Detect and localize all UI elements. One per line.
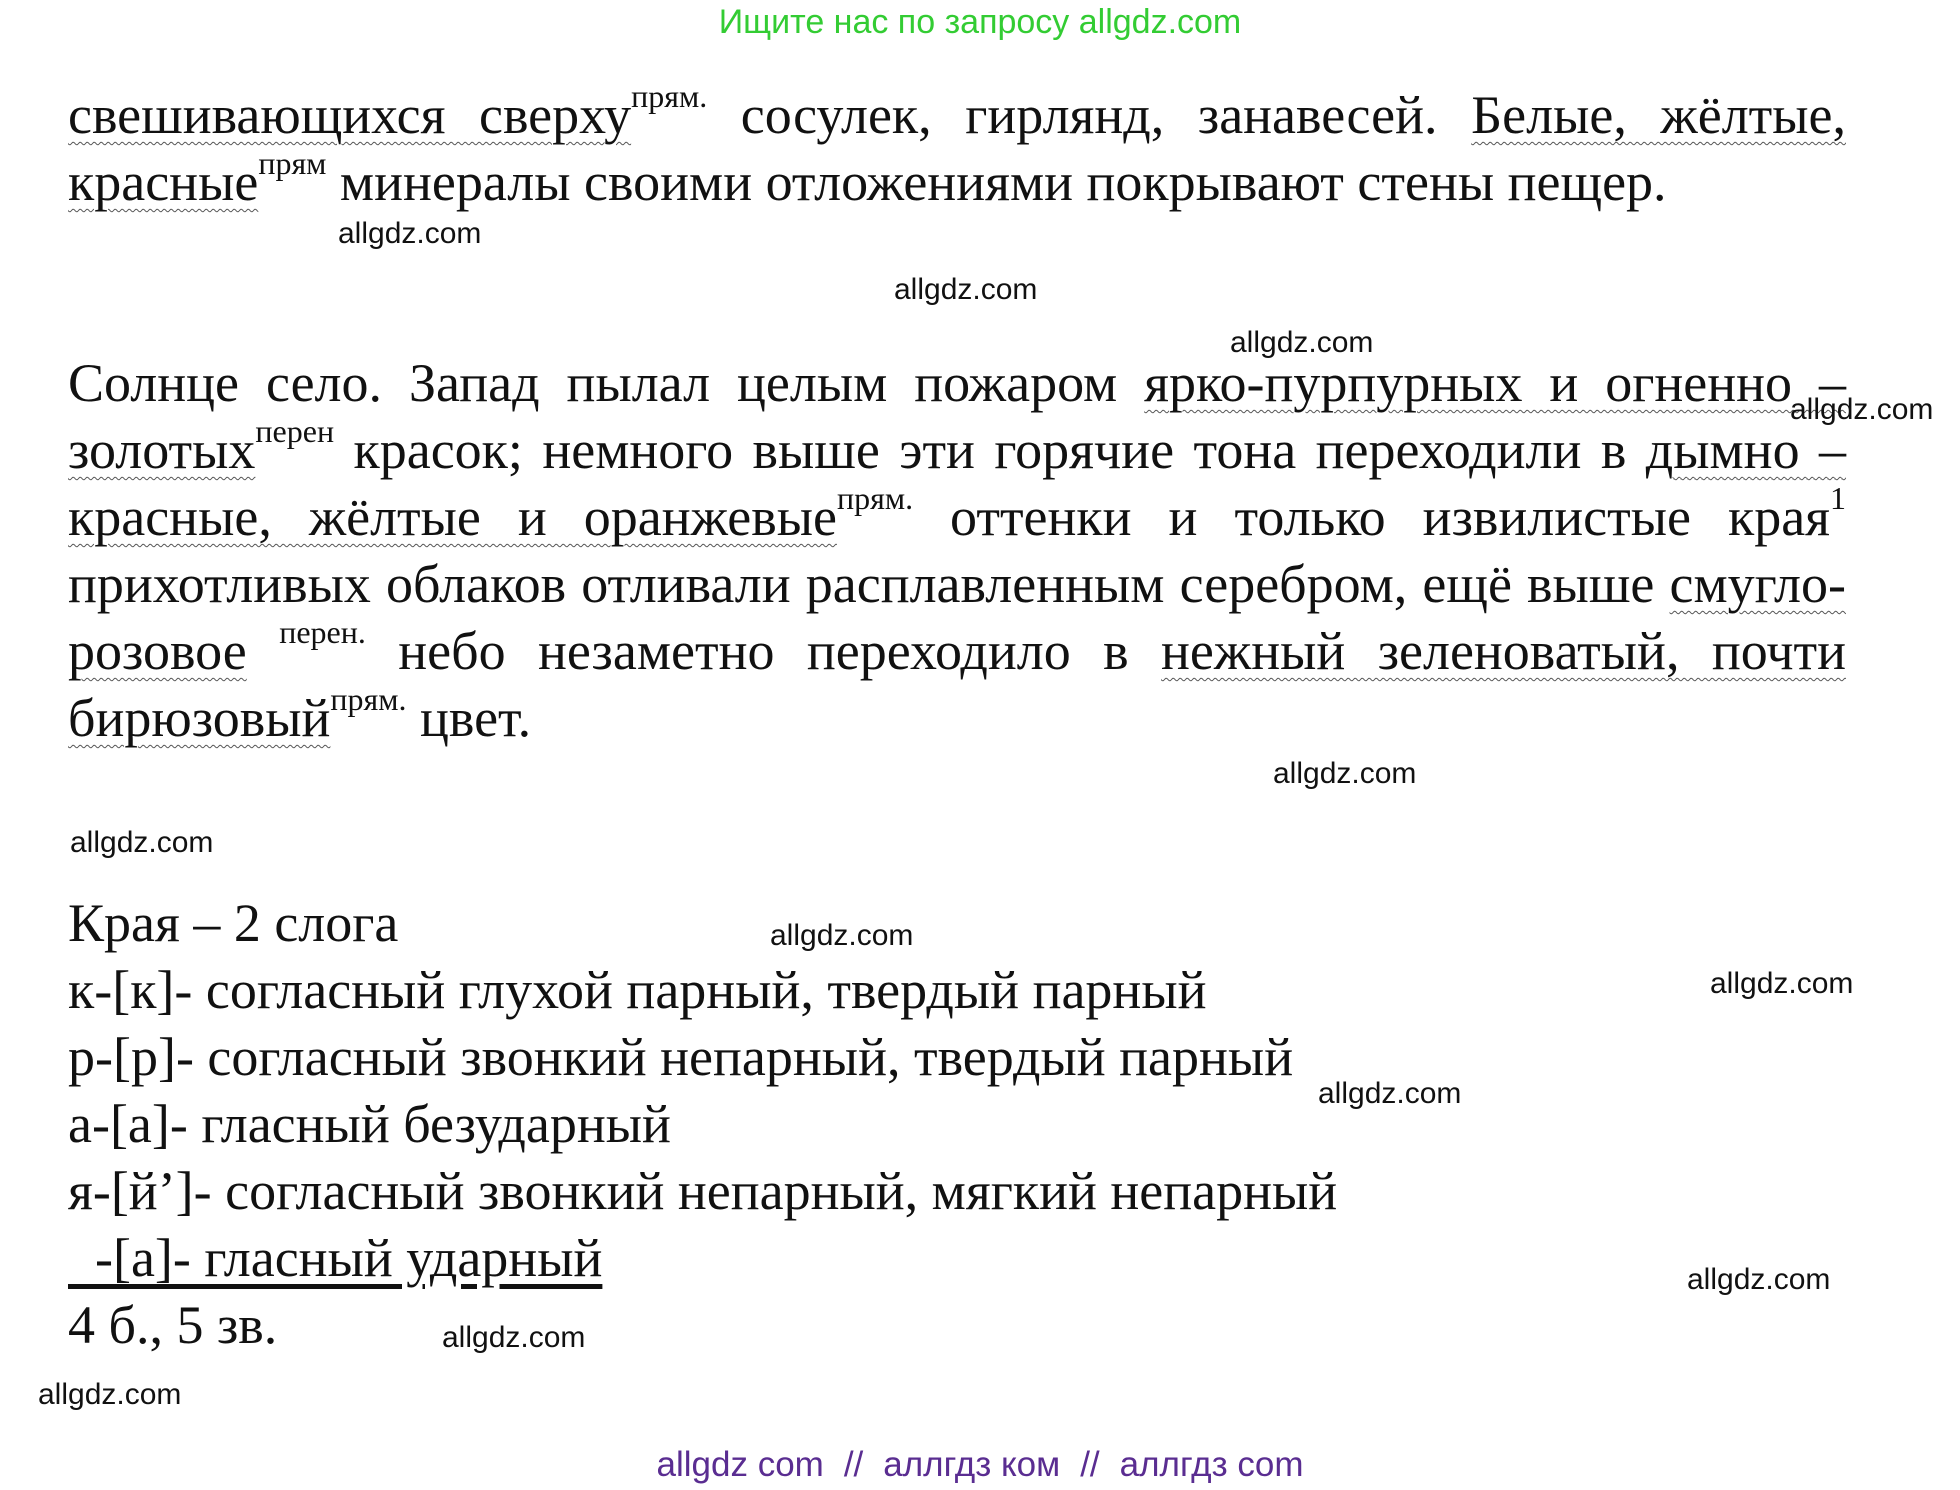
- watermark: allgdz.com: [894, 273, 1038, 306]
- text-segment: Солнце село. Запад пылал целым пожаром: [68, 353, 1145, 413]
- text-segment: прихотливых облаков отливали расплавленным серебром, ещё выше: [68, 554, 1670, 614]
- watermark: allgdz.com: [1687, 1263, 1831, 1296]
- watermark: allgdz.com: [1273, 757, 1417, 790]
- watermark: allgdz.com: [1790, 393, 1934, 426]
- underlined-phrase: нежный зеленоватый, почти бирюзовый: [68, 621, 1847, 748]
- watermark: allgdz.com: [1230, 326, 1374, 359]
- note-superscript: 1: [1830, 480, 1847, 516]
- footer-links: [0, 1443, 1960, 1487]
- note-superscript: перен: [255, 413, 335, 449]
- underlined-phrase: ярко-пурпурных и огненно – золотых: [68, 353, 1847, 480]
- watermark: allgdz.com: [1710, 967, 1854, 1000]
- footer-link[interactable]: аллгдз com: [1119, 1445, 1304, 1484]
- watermark: allgdz.com: [70, 826, 214, 859]
- text-segment: цвет.: [406, 688, 532, 748]
- text-segment: оттенки и только извилистые края: [913, 487, 1831, 547]
- text-segment: сосулек, гирлянд, занавесей.: [707, 85, 1472, 145]
- analysis-line-underlined: -[а]- гласный ударный: [68, 1228, 603, 1288]
- footer-separator: //: [1080, 1445, 1100, 1484]
- footer-link[interactable]: allgdz com: [656, 1445, 824, 1484]
- note-superscript: прям.: [836, 480, 914, 516]
- note-superscript: прям.: [330, 681, 407, 717]
- text-segment: красок; немного выше эти горячие тона переходили в: [334, 420, 1646, 480]
- watermark: allgdz.com: [38, 1378, 182, 1411]
- underlined-phrase: Белые, жёлтые, красные: [68, 85, 1846, 212]
- analysis-total: 4 б., 5 зв.: [68, 1295, 278, 1355]
- underlined-phrase: смугло-розовое: [68, 554, 1846, 681]
- underlined-phrase: дымно – красные, жёлтые и оранжевые: [68, 420, 1847, 547]
- text-segment: небо незаметно переходило в: [365, 621, 1162, 681]
- footer-separator: //: [843, 1445, 864, 1484]
- watermark: allgdz.com: [770, 919, 914, 952]
- phonetic-analysis: [68, 890, 1846, 1359]
- analysis-line: я-[й’]- согласный звонкий непарный, мягкий непарный: [68, 1161, 1338, 1221]
- underlined-phrase: свешивающихся сверху: [68, 85, 632, 145]
- analysis-line: а-[а]- гласный безударный: [68, 1094, 671, 1154]
- footer-link[interactable]: аллгдз ком: [883, 1445, 1061, 1484]
- note-superscript: перен.: [279, 614, 366, 650]
- analysis-line: к-[к]- согласный глухой парный, твердый парный: [68, 960, 1207, 1020]
- watermark: allgdz.com: [1318, 1077, 1462, 1110]
- paragraph-sunset: [68, 350, 1846, 752]
- watermark: allgdz.com: [442, 1321, 586, 1354]
- analysis-line: р-[р]- согласный звонкий непарный, твердый парный: [68, 1027, 1294, 1087]
- analysis-title: Края – 2 слога: [68, 893, 399, 953]
- promo-header: Ищите нас по запросу allgdz.com: [718, 3, 1242, 41]
- note-superscript: прям: [258, 145, 327, 181]
- paragraph-caves: [68, 78, 1846, 216]
- text-segment: минералы своими отложениями покрывают стены пещер.: [326, 152, 1667, 212]
- note-superscript: прям.: [631, 78, 708, 114]
- watermark: allgdz.com: [338, 217, 482, 250]
